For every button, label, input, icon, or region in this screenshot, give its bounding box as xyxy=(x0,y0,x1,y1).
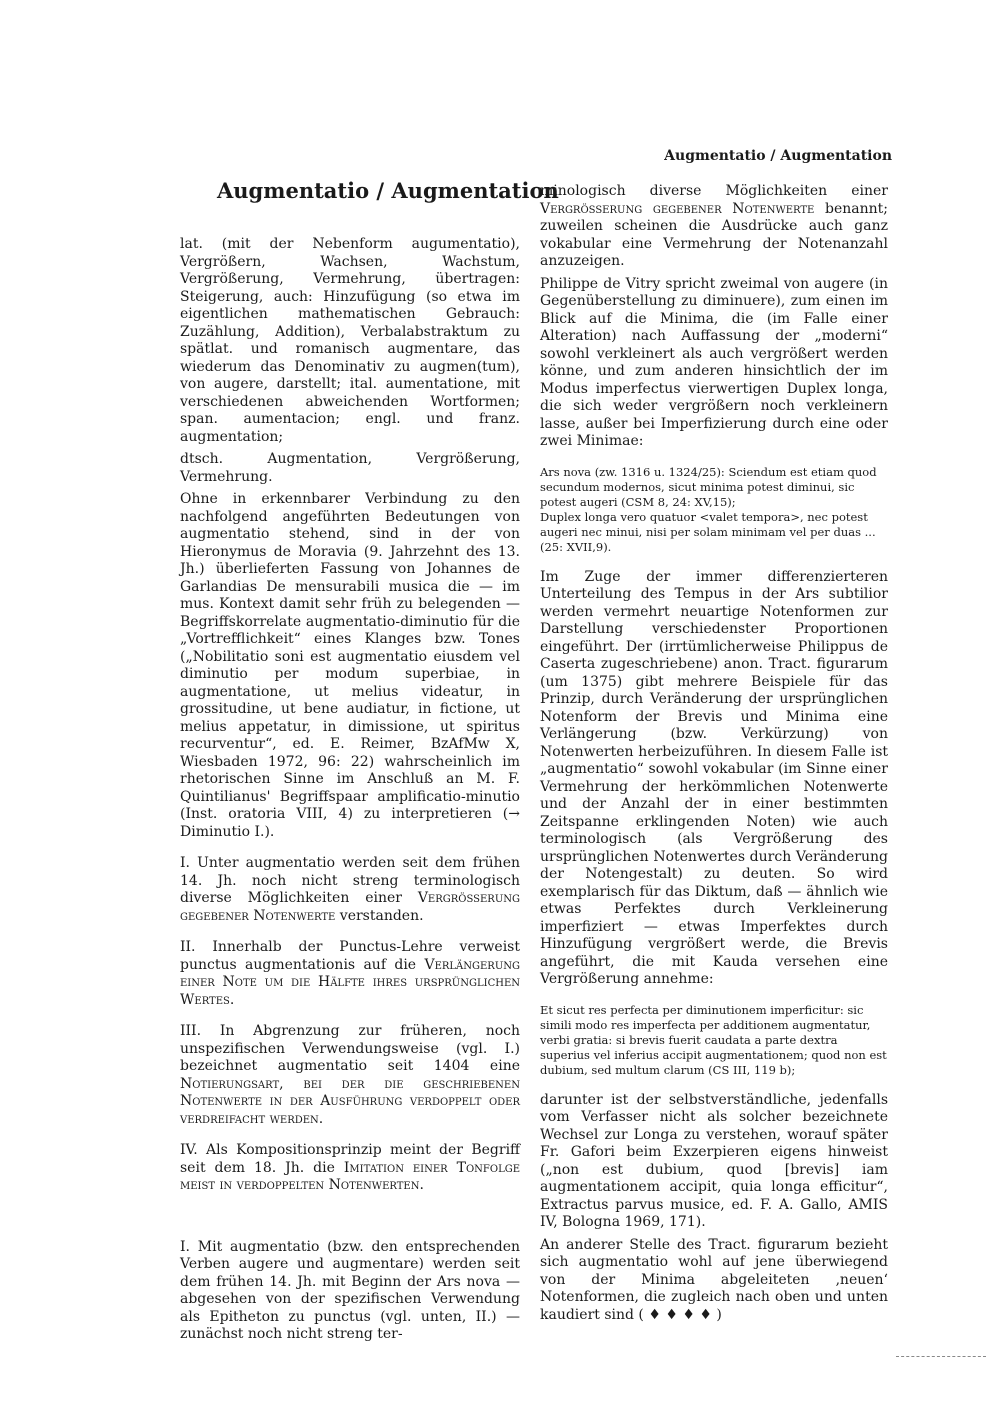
tract-quote: Et sicut res perfecta per diminutionem imperficitur: sic simili modo res imperfecta per additionem augmentatur, verbi gratia: si brevis fuerit caudata a parte dextra superius vel inferius accipit augmentationem; quod non est dubium, sed multum clarum (CS III, 119 b); xyxy=(540,1002,887,1077)
etymology-paragraph: lat. (mit der Nebenform augumentatio), Vergrößern, Wachsen, Wachstum, Vergrößerung, Vermehrung, übertragen: Steigerung, auch: Hinzufügung (so etwa im eigentlichen mathematischen Gebrauch: Zuzählung, Addition), Verbalabstraktum zu spätlat. und romanisch augmentare, das wiederum das Denominativ zu augmen(tum), von augere, darstellt; ital. aumentatione, mit verschiedenen abweichenden Wortformen; span. aumentacion; engl. und franz. augmentation; xyxy=(180,236,520,445)
ars-nova-quote xyxy=(540,465,888,555)
continuation-end: benannt; zuweilen scheinen die Ausdrücke auch ganz vokabular eine Vermehrung der Notenanzahl anzuzeigen. xyxy=(540,200,888,269)
definition-II xyxy=(180,939,520,1009)
german-terms-paragraph: dtsch. Augmentation, Vergrößerung, Vermehrung. xyxy=(180,451,520,485)
vitry-paragraph: Philippe de Vitry spricht zweimal von augere (in Gegenüberstellung zu diminuere), zum einen im Blick auf die Minima, die (im Falle einer Alteration) nach Auffassung der „moderni“ sowohl verkleinert als auch vergrößert werden könne, und zum anderen hinsichtlich der im Modus imperfectus vierwertigen Duplex longa, die sich weder vergrößern noch verkleinern lasse, außer bei Imperfizierung durch eine oder zwei Minimae: xyxy=(540,275,888,449)
continuation-text: minologisch diverse Möglichkeiten einer xyxy=(540,183,888,199)
continuation-paragraph xyxy=(540,183,888,271)
definition-IV-text: IV. Als Kompositionsprinzip meint der Begriff seit dem 18. Jh. die xyxy=(180,1142,520,1176)
definition-IV-term: Imitation einer Tonfolge meist in verdoppelten Notenwerten. xyxy=(180,1159,520,1193)
quote-line-2: Duplex longa vero quatuor <valet tempora>, nec potest augeri nec minui, nisi per solam minimam vel per duas ... (25: XVII,9). xyxy=(540,509,876,554)
definition-III xyxy=(180,1023,520,1128)
article-title: Augmentatio / Augmentation xyxy=(217,178,559,203)
running-head: Augmentatio / Augmentation xyxy=(664,148,892,164)
right-column xyxy=(540,183,888,1338)
definition-IV xyxy=(180,1142,520,1195)
ars-subtilior-paragraph: Im Zuge der immer differenzierteren Unterteilung des Tempus in der Ars subtilior werden vermehrt neuartige Notenformen zur Darstellung verschiedenster Proportionen eingeführt. Der (irrtümlicherweise Philippus de Caserta zugeschriebene) anon. Tract. figurarum (um 1375) gibt mehrere Beispiele für das Prinzip, durch Veränderung der ursprünglichen Notenform der Brevis und Minima eine Verlängerung (bzw. Verkürzung) von Notenwerten herbeizuführen. In diesem Falle ist „augmentatio“ sowohl vokabular (im Sinne einer Vermehrung der herkömmlichen Notenwerte und der Anzahl der in einer bestimmten Zeitspanne erklingenden Noten) wie auch terminologisch (als Vergrößerung des ursprünglichen Notenwertes durch Veränderung der Notengestalt) zu deuten. So wird exemplarisch für das Diktum, daß — ähnlich wie etwas Perfektes durch Verkleinerung imperfiziert — etwas Imperfektes durch Hinzufügung vergrößert werde, die Brevis angeführt, die mit Kauda versehen eine Vergrößerung annehme: xyxy=(540,568,888,987)
definition-I-term: Vergrößerung gegebener Notenwerte xyxy=(180,890,520,924)
definition-III-text: III. In Abgrenzung zur früheren, noch unspezifischen Verwendungsweise (vgl. I.) bezeichnet augmentatio seit 1404 eine xyxy=(180,1023,520,1074)
definition-II-term: Verlängerung einer Note um die Hälfte ihres ursprünglichen Wertes. xyxy=(180,956,520,1008)
continuation-term: Vergrößerung gegebener Notenwerte xyxy=(540,200,815,217)
quote-line-1: Ars nova (zw. 1316 u. 1324/25): Sciendum est etiam quod secundum modernos, sicut minima potest diminui, sic potest augeri (CSM 8, 24: XV,15); xyxy=(540,464,877,509)
note-forms-paragraph: An anderer Stelle des Tract. figurarum bezieht sich augmentatio wohl auf jene überwiegend von der Minima abgeleiteten ‚neuen‘ Notenformen, die zugleich nach oben und unten kaudiert sind ( ♦ ♦ ♦ ♦ ) xyxy=(540,1236,888,1323)
page-edge-mark xyxy=(896,1356,986,1357)
left-column xyxy=(180,236,520,1358)
section-I-paragraph: I. Mit augmentatio (bzw. den entsprechenden Verben augere und augmentare) werden seit dem frühen 14. Jh. mit Beginn der Ars nova — abgesehen von der spezifischen Verwendung als Epitheton zu punctus (vgl. unten, II.) — zunächst noch nicht streng ter- xyxy=(180,1238,520,1342)
definition-II-text: II. Innerhalb der Punctus-Lehre verweist punctus augmentationis auf die xyxy=(180,939,520,973)
definition-I-end: verstanden. xyxy=(335,907,424,924)
definition-I xyxy=(180,855,520,925)
garlandia-paragraph: Ohne in erkennbarer Verbindung zu den nachfolgend angeführten Bedeutungen von augmentatio stehend, sind in der von Hieronymus de Moravia (9. Jahrzehnt des 13. Jh.) überlieferten Fassung von Johannes de Garlandias De mensurabili musica die — im mus. Kontext damit sehr früh zu belegenden — Begriffskorrelate augmentatio-diminutio für die „Vortrefflichkeit“ eines Klanges bzw. Tones („Nobilitatio soni est augmentatio eiusdem vel diminutio per modum superbiae, in augmentatione, ut melius videatur, in grossitudine, ut bene audiatur, in fictione, ut melius appetatur, in dimissione, ut spiritus recurventur“, ed. E. Reimer, BzAfMw X, Wiesbaden 1972, 96: 22) wahrscheinlich im rhetorischen Sinne im Anschluß an M. F. Quintilianus' Begriffspaar amplificatio-minutio (Inst. oratoria VIII, 4) zu interpretieren (→ Diminutio I.). xyxy=(180,491,520,840)
definition-I-text: I. Unter augmentatio werden seit dem frühen 14. Jh. noch nicht streng terminologisch diverse Möglichkeiten einer xyxy=(180,855,520,906)
gafori-paragraph: darunter ist der selbstverständliche, jedenfalls vom Verfasser nicht als solcher bezeichnete Wechsel zur Longa zu verstehen, worauf später Fr. Gafori beim Exzerpieren eigens hinweist („non est dubium, quod [brevis] iam augmentationem accipit, quia longa efficitur“, Extractus parvus musice, ed. F. A. Gallo, AMIS IV, Bologna 1969, 171). xyxy=(540,1091,888,1230)
definition-III-term: Notierungsart, bei der die geschriebenen Notenwerte in der Ausführung verdoppelt oder verdreifacht werden. xyxy=(180,1075,520,1127)
